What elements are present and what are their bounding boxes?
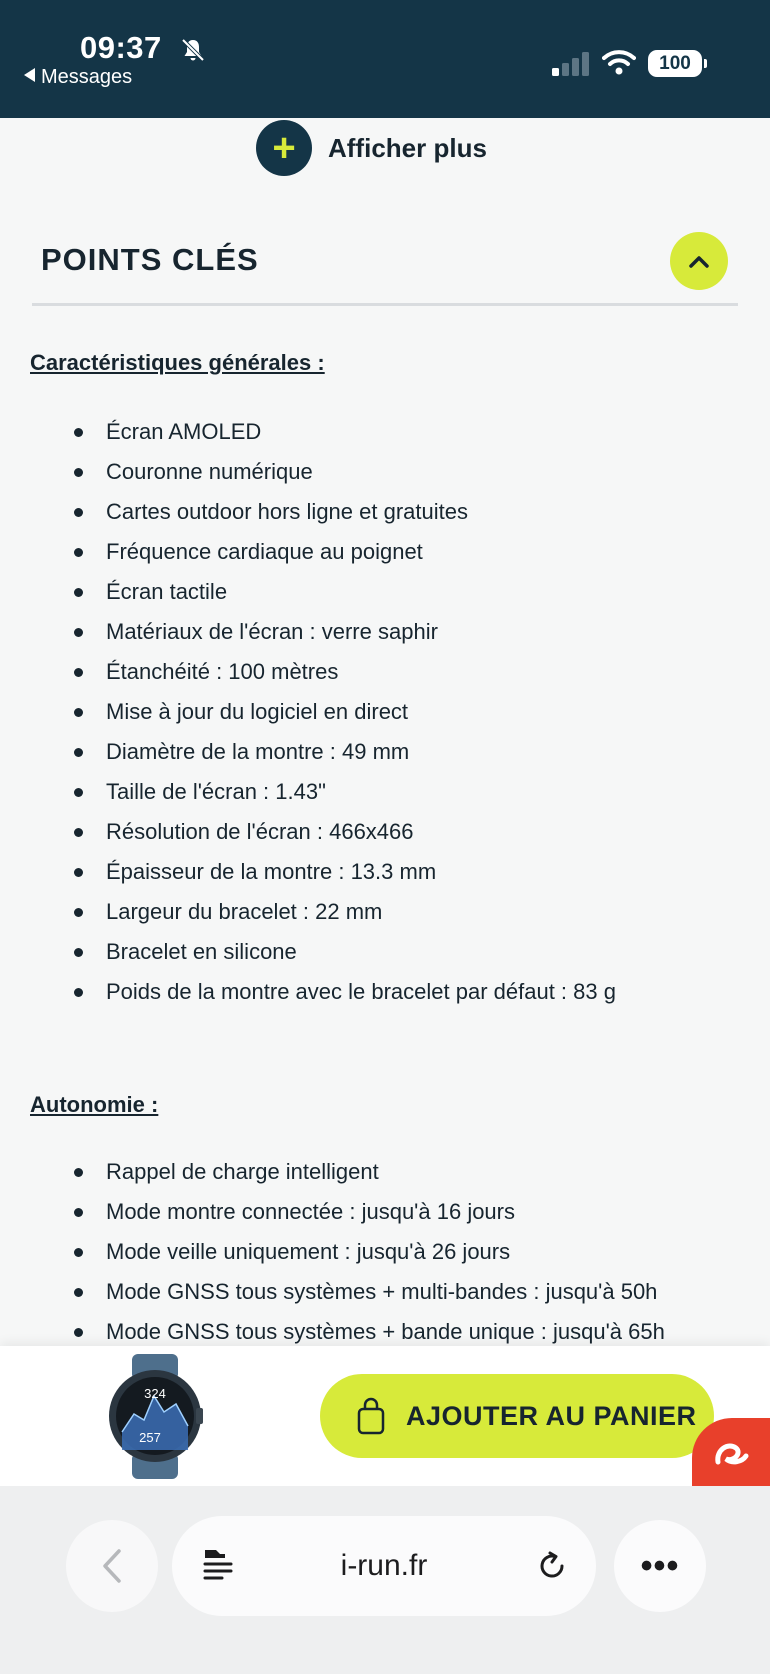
back-app-label: Messages — [41, 66, 133, 88]
status-time: 09:37 — [80, 30, 162, 65]
list-item: Diamètre de la montre : 49 mm — [70, 732, 616, 772]
watch-top-value: 324 — [144, 1386, 166, 1401]
back-triangle-icon — [24, 68, 35, 82]
autonomy-list — [70, 1152, 665, 1352]
list-item: Mode GNSS tous systèmes + bande unique : jusqu'à 65h — [70, 1312, 665, 1352]
browser-toolbar — [0, 1486, 770, 1674]
url-text: i-run.fr — [340, 1549, 428, 1582]
list-item: Cartes outdoor hors ligne et gratuites — [70, 492, 616, 532]
bell-muted-icon — [180, 37, 206, 63]
chevron-up-icon — [687, 253, 711, 269]
list-item: Écran tactile — [70, 572, 616, 612]
list-item: Mode veille uniquement : jusqu'à 26 jours — [70, 1232, 665, 1272]
address-bar[interactable] — [172, 1516, 596, 1616]
list-item: Matériaux de l'écran : verre saphir — [70, 612, 616, 652]
general-specs-list — [70, 412, 616, 1012]
battery-indicator: 100 — [648, 50, 702, 77]
list-item: Fréquence cardiaque au poignet — [70, 532, 616, 572]
general-specs-heading: Caractéristiques générales : — [30, 350, 325, 375]
list-item: Résolution de l'écran : 466x466 — [70, 812, 616, 852]
section-title: POINTS CLÉS — [41, 242, 259, 277]
status-bar — [0, 0, 770, 118]
list-item: Mode montre connectée : jusqu'à 16 jours — [70, 1192, 665, 1232]
key-points-header — [32, 232, 738, 306]
show-more-label: Afficher plus — [328, 132, 487, 163]
browser-back-button[interactable] — [66, 1520, 158, 1612]
watch-bottom-value: 257 — [139, 1430, 161, 1445]
list-item: Mode GNSS tous systèmes + multi-bandes : jusqu'à 50h — [70, 1272, 665, 1312]
list-item: Taille de l'écran : 1.43" — [70, 772, 616, 812]
product-watch-thumbnail[interactable] — [100, 1354, 210, 1479]
collapse-button[interactable] — [670, 232, 728, 290]
list-item: Épaisseur de la montre : 13.3 mm — [70, 852, 616, 892]
chat-logo-icon — [706, 1432, 754, 1480]
cellular-signal-icon — [552, 52, 592, 76]
list-item: Mise à jour du logiciel en direct — [70, 692, 616, 732]
plus-icon: + — [256, 120, 312, 176]
add-to-cart-button[interactable] — [320, 1374, 714, 1458]
chevron-left-icon — [100, 1547, 124, 1585]
autonomy-heading: Autonomie : — [30, 1092, 159, 1117]
more-options-button[interactable]: ••• — [614, 1520, 706, 1612]
show-more-button[interactable] — [256, 120, 487, 176]
reload-icon[interactable] — [536, 1550, 568, 1582]
list-item: Couronne numérique — [70, 452, 616, 492]
list-item: Bracelet en silicone — [70, 932, 616, 972]
list-item: Écran AMOLED — [70, 412, 616, 452]
add-to-cart-bar — [0, 1346, 770, 1486]
shopping-bag-icon — [356, 1397, 386, 1435]
list-item: Rappel de charge intelligent — [70, 1152, 665, 1192]
back-to-app-link[interactable] — [24, 66, 132, 89]
list-item: Étanchéité : 100 mètres — [70, 652, 616, 692]
list-item: Poids de la montre avec le bracelet par défaut : 83 g — [70, 972, 616, 1012]
list-item: Largeur du bracelet : 22 mm — [70, 892, 616, 932]
wifi-icon — [602, 48, 636, 76]
add-to-cart-label: AJOUTER AU PANIER — [406, 1400, 697, 1431]
